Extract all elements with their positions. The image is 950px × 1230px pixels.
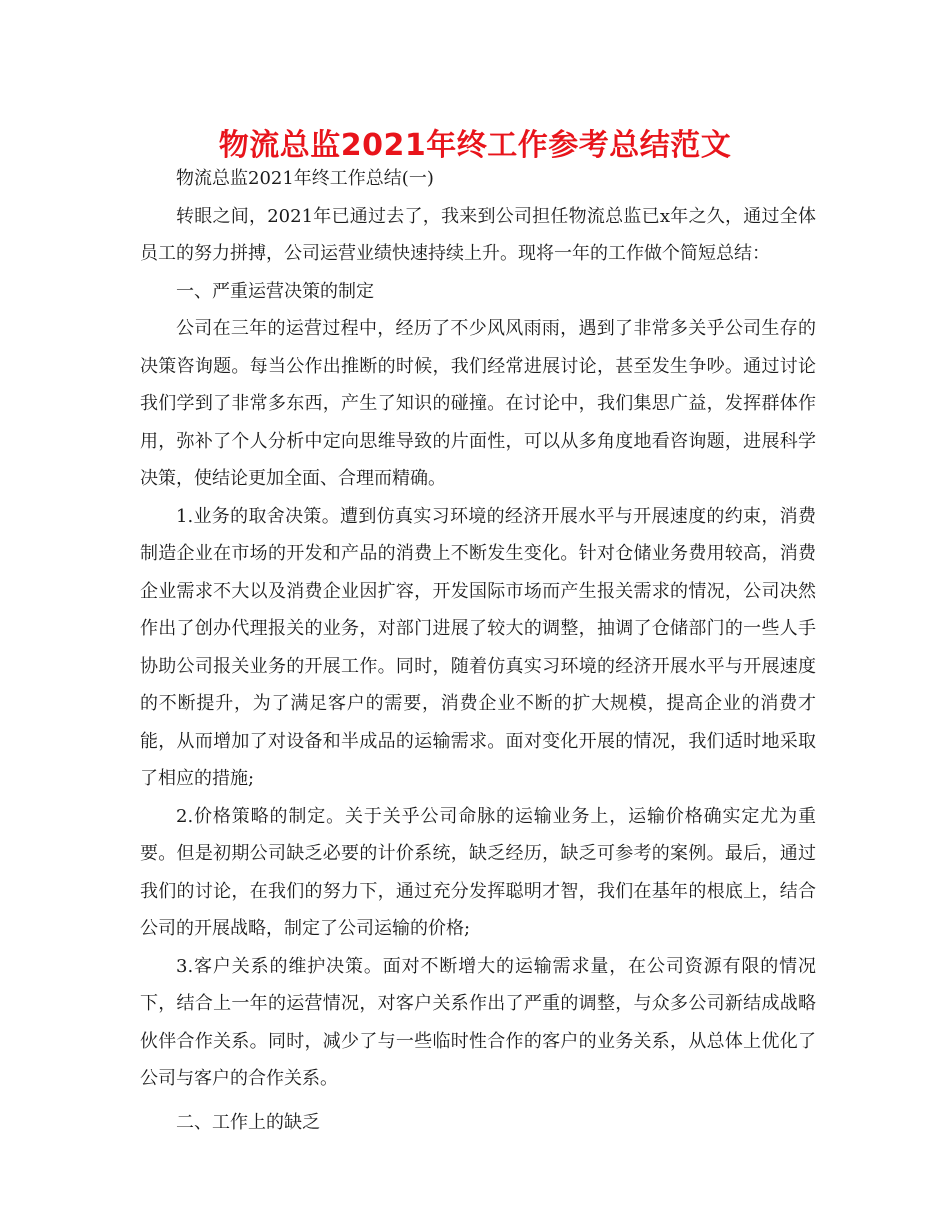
paragraph-section-1-body: 公司在三年的运营过程中，经历了不少风风雨雨，遇到了非常多关乎公司生存的决策咨询题。每当公作出推断的时候，我们经常进展讨论，甚至发生争吵。通过讨论我们学到了非常多东西，产生了知识的碰撞。在讨论中，我们集思广益，发挥群体作用，弥补了个人分析中定向思维导致的片面性，可以从多角度地看咨询题，进展科学决策，使结论更加全面、合理而精确。 [140,318,816,489]
paragraph-intro: 转眼之间，2021年已通过去了，我来到公司担任物流总监已x年之久，通过全体员工的努力拼搏，公司运营业绩快速持续上升。现将一年的工作做个简短总结： [140,205,816,264]
paragraph-item-2: 2.价格策略的制定。关于关乎公司命脉的运输业务上，运输价格确实定尤为重要。但是初期公司缺乏必要的计价系统，缺乏经历，缺乏可参考的案例。最后，通过我们的讨论，在我们的努力下，通过充分发挥聪明才智，我们在基年的根底上，结合公司的开展战略，制定了公司运输的价格; [140,805,816,939]
paragraph-item-1: 1.业务的取舍决策。遭到仿真实习环境的经济开展水平与开展速度的约束，消费制造企业在市场的开发和产品的消费上不断发生变化。针对仓储业务费用较高，消费企业需求不大以及消费企业因扩容，开发国际市场而产生报关需求的情况，公司决然作出了创办代理报关的业务，对部门进展了较大的调整，抽调了仓储部门的一些人手协助公司报关业务的开展工作。同时，随着仿真实习环境的经济开展水平与开展速度的不断提升，为了满足客户的需要，消费企业不断的扩大规模，提高企业的消费才能，从而增加了对设备和半成品的运输需求。面对变化开展的情况，我们适时地采取了相应的措施; [140,505,816,789]
section-heading-1: 一、严重运营决策的制定 [176,280,374,302]
paragraph-item-3: 3.客户关系的维护决策。面对不断增大的运输需求量，在公司资源有限的情况下，结合上一年的运营情况，对客户关系作出了严重的调整，与众多公司新结成战略伙伴合作关系。同时，减少了与一些临时性合作的客户的业务关系，从总体上优化了公司与客户的合作关系。 [140,955,816,1089]
paragraph-subtitle: 物流总监2021年终工作总结(一) [176,168,434,189]
section-heading-2: 二、工作上的缺乏 [176,1111,320,1133]
document-body [140,160,816,1141]
document-title: 物流总监2021年终工作参考总结范文 [218,128,732,163]
